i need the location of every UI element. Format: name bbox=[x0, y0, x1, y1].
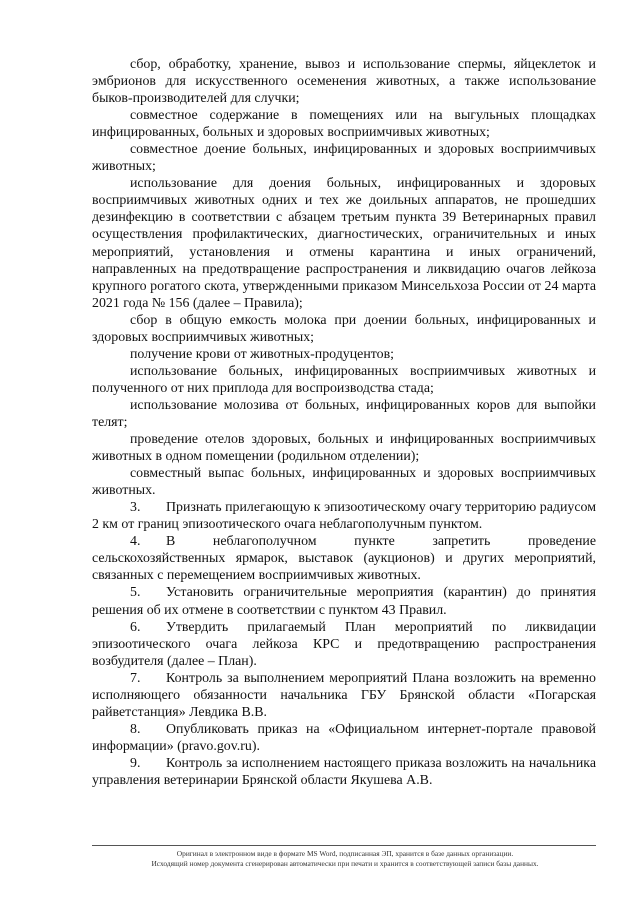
numbered-item bbox=[92, 670, 596, 721]
footer-line: Оригинал в электронном виде в формате MS Word, подписанная ЭП, хранится в базе данных организации. bbox=[176, 849, 514, 858]
numbered-item bbox=[92, 584, 596, 618]
paragraph: сбор в общую емкость молока при доении больных, инфицированных и здоровых восприимчивых животных; bbox=[92, 312, 596, 345]
item-text: Утвердить прилагаемый План мероприятий по ликвидации эпизоотического очага лейкоза КРС и предотвращению распространения возбудителя (далее – План). bbox=[92, 619, 596, 669]
numbered-item bbox=[92, 619, 596, 670]
numbered-item bbox=[92, 755, 596, 789]
numbered-item bbox=[92, 721, 596, 755]
item-number: 5. bbox=[130, 585, 141, 601]
item-text: В неблагополучном пункте запретить проведение сельскохозяйственных ярмарок, выставок (аукционов) и других мероприятий, связанных с перемещением восприимчивых животных. bbox=[92, 534, 596, 584]
numbered-item bbox=[92, 533, 596, 584]
item-number: 7. bbox=[130, 670, 141, 686]
item-number: 6. bbox=[130, 619, 141, 635]
item-text: Контроль за исполнением настоящего приказа возложить на начальника управления ветеринарии Брянской области Якушева А.В. bbox=[92, 755, 596, 788]
item-number: 4. bbox=[130, 534, 141, 550]
item-number: 9. bbox=[130, 755, 141, 771]
document-body bbox=[92, 56, 596, 789]
paragraph: совместное содержание в помещениях или на выгульных площадках инфицированных, больных и здоровых восприимчивых животных; bbox=[92, 108, 596, 141]
paragraph: использование для доения больных, инфицированных и здоровых восприимчивых животных одних и тех же доильных аппаратов, не прошедших дезинфекцию в соответствии с абзацем третьим пункта 39 Ветеринарных правил осуществления профилактических, диагностических, ограничительных и иных мероприятий, установления и отмены карантина и иных ограничений, направленных на предотвращение распространения и ликвидацию очагов лейкоза крупного рогатого скота, утвержденными приказом Минсельхоза России от 24 марта 2021 года № 156 (далее – Правила); bbox=[92, 176, 596, 311]
paragraph: использование больных, инфицированных восприимчивых животных и полученного от них приплода для воспроизводства стада; bbox=[92, 363, 596, 396]
footer-divider bbox=[92, 845, 596, 846]
paragraph: проведение отелов здоровых, больных и инфицированных восприимчивых животных в одном помещении (родильном отделении); bbox=[92, 432, 596, 465]
item-text: Признать прилегающую к эпизоотическому очагу территорию радиусом 2 км от границ эпизоотического очага неблагополучным пунктом. bbox=[92, 500, 596, 533]
item-number: 3. bbox=[130, 500, 141, 516]
numbered-item bbox=[92, 499, 596, 533]
footer-note bbox=[60, 849, 630, 869]
paragraph: использование молозива от больных, инфицированных коров для выпойки телят; bbox=[92, 397, 596, 430]
paragraph: получение крови от животных-продуцентов; bbox=[130, 346, 395, 362]
item-number: 8. bbox=[130, 721, 141, 737]
paragraph: совместное доение больных, инфицированных и здоровых восприимчивых животных; bbox=[92, 142, 596, 175]
paragraph: сбор, обработку, хранение, вывоз и использование спермы, яйцеклеток и эмбрионов для искусственного осеменения животных, а также использование быков-производителей для случки; bbox=[92, 57, 596, 107]
footer-line: Исходящий номер документа сгенерирован автоматически при печати и хранится в соответствующей записи базы данных. bbox=[151, 859, 539, 868]
paragraph: совместный выпас больных, инфицированных и здоровых восприимчивых животных. bbox=[92, 466, 596, 499]
item-text: Контроль за выполнением мероприятий Плана возложить на временно исполняющего обязанности начальника ГБУ Брянской области «Погарская райветстанция» Левдика В.В. bbox=[92, 670, 596, 720]
item-text: Опубликовать приказ на «Официальном интернет-портале правовой информации» (pravo.gov.ru). bbox=[92, 721, 596, 754]
item-text: Установить ограничительные мероприятия (карантин) до принятия решения об их отмене в соответствии с пунктом 43 Правил. bbox=[92, 585, 596, 618]
